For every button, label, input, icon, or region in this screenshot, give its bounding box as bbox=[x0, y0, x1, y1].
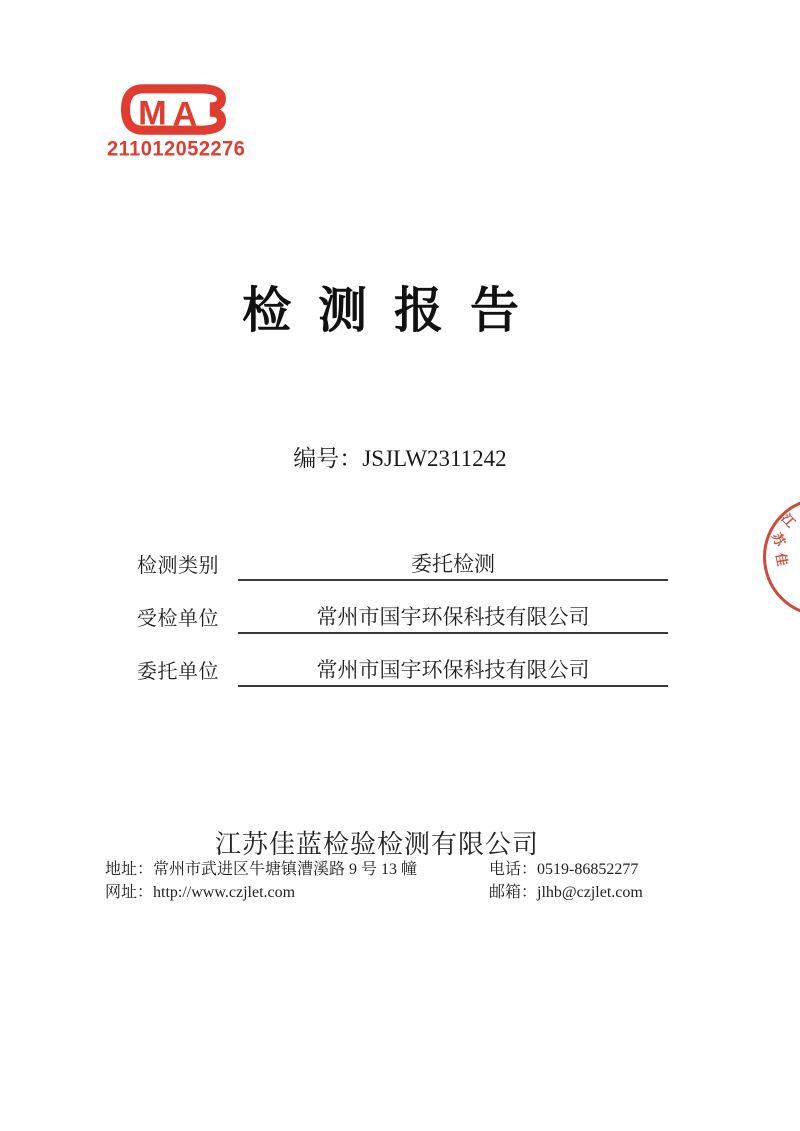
field-label-test-category: 检测类别 bbox=[137, 555, 219, 577]
field-label-commissioning-unit: 委托单位 bbox=[137, 661, 219, 683]
phone-line bbox=[489, 858, 643, 881]
seal-glyph: 佳 bbox=[772, 551, 791, 568]
report-number-line bbox=[0, 440, 800, 473]
field-label-inspected-unit: 受检单位 bbox=[137, 608, 219, 630]
laboratory-name: 江苏佳蓝检验检测有限公司 bbox=[214, 830, 539, 859]
website-line bbox=[105, 881, 417, 904]
field-value-test-category: 委托检测 bbox=[411, 552, 495, 576]
svg-text:M: M bbox=[138, 94, 167, 133]
website-value: http://www.czjlet.com bbox=[153, 884, 296, 901]
contact-right-column bbox=[489, 858, 643, 904]
address-label: 地址： bbox=[105, 861, 154, 878]
website-label: 网址： bbox=[105, 884, 154, 901]
seal-glyph: 江 bbox=[778, 510, 799, 531]
email-label: 邮箱： bbox=[489, 884, 538, 901]
cma-accreditation-stamp bbox=[107, 84, 247, 160]
field-value-commissioning-unit: 常州市国宇环保科技有限公司 bbox=[316, 658, 590, 682]
red-seal-partial bbox=[763, 497, 800, 617]
email-value: jlhb@czjlet.com bbox=[537, 884, 643, 901]
phone-label: 电话： bbox=[489, 861, 538, 878]
address-line bbox=[105, 858, 417, 881]
underline-inspected-unit bbox=[238, 632, 668, 634]
email-line bbox=[489, 881, 643, 904]
cma-certificate-number: 211012052276 bbox=[107, 137, 246, 161]
cma-mark-icon bbox=[121, 84, 226, 135]
contact-left-column bbox=[105, 858, 417, 904]
page-title: 检测报告 bbox=[242, 283, 546, 338]
phone-value: 0519-86852277 bbox=[537, 861, 639, 878]
report-number-value: JSJLW2311242 bbox=[362, 446, 507, 471]
field-value-inspected-unit: 常州市国宇环保科技有限公司 bbox=[316, 605, 590, 629]
seal-glyph: 苏 bbox=[768, 530, 789, 549]
underline-test-category bbox=[238, 579, 668, 581]
underline-commissioning-unit bbox=[238, 685, 668, 687]
svg-text:A: A bbox=[172, 95, 198, 134]
address-value: 常州市武进区牛塘镇漕溪路 9 号 13 幢 bbox=[153, 861, 418, 878]
report-number-label: 编号： bbox=[293, 446, 363, 471]
